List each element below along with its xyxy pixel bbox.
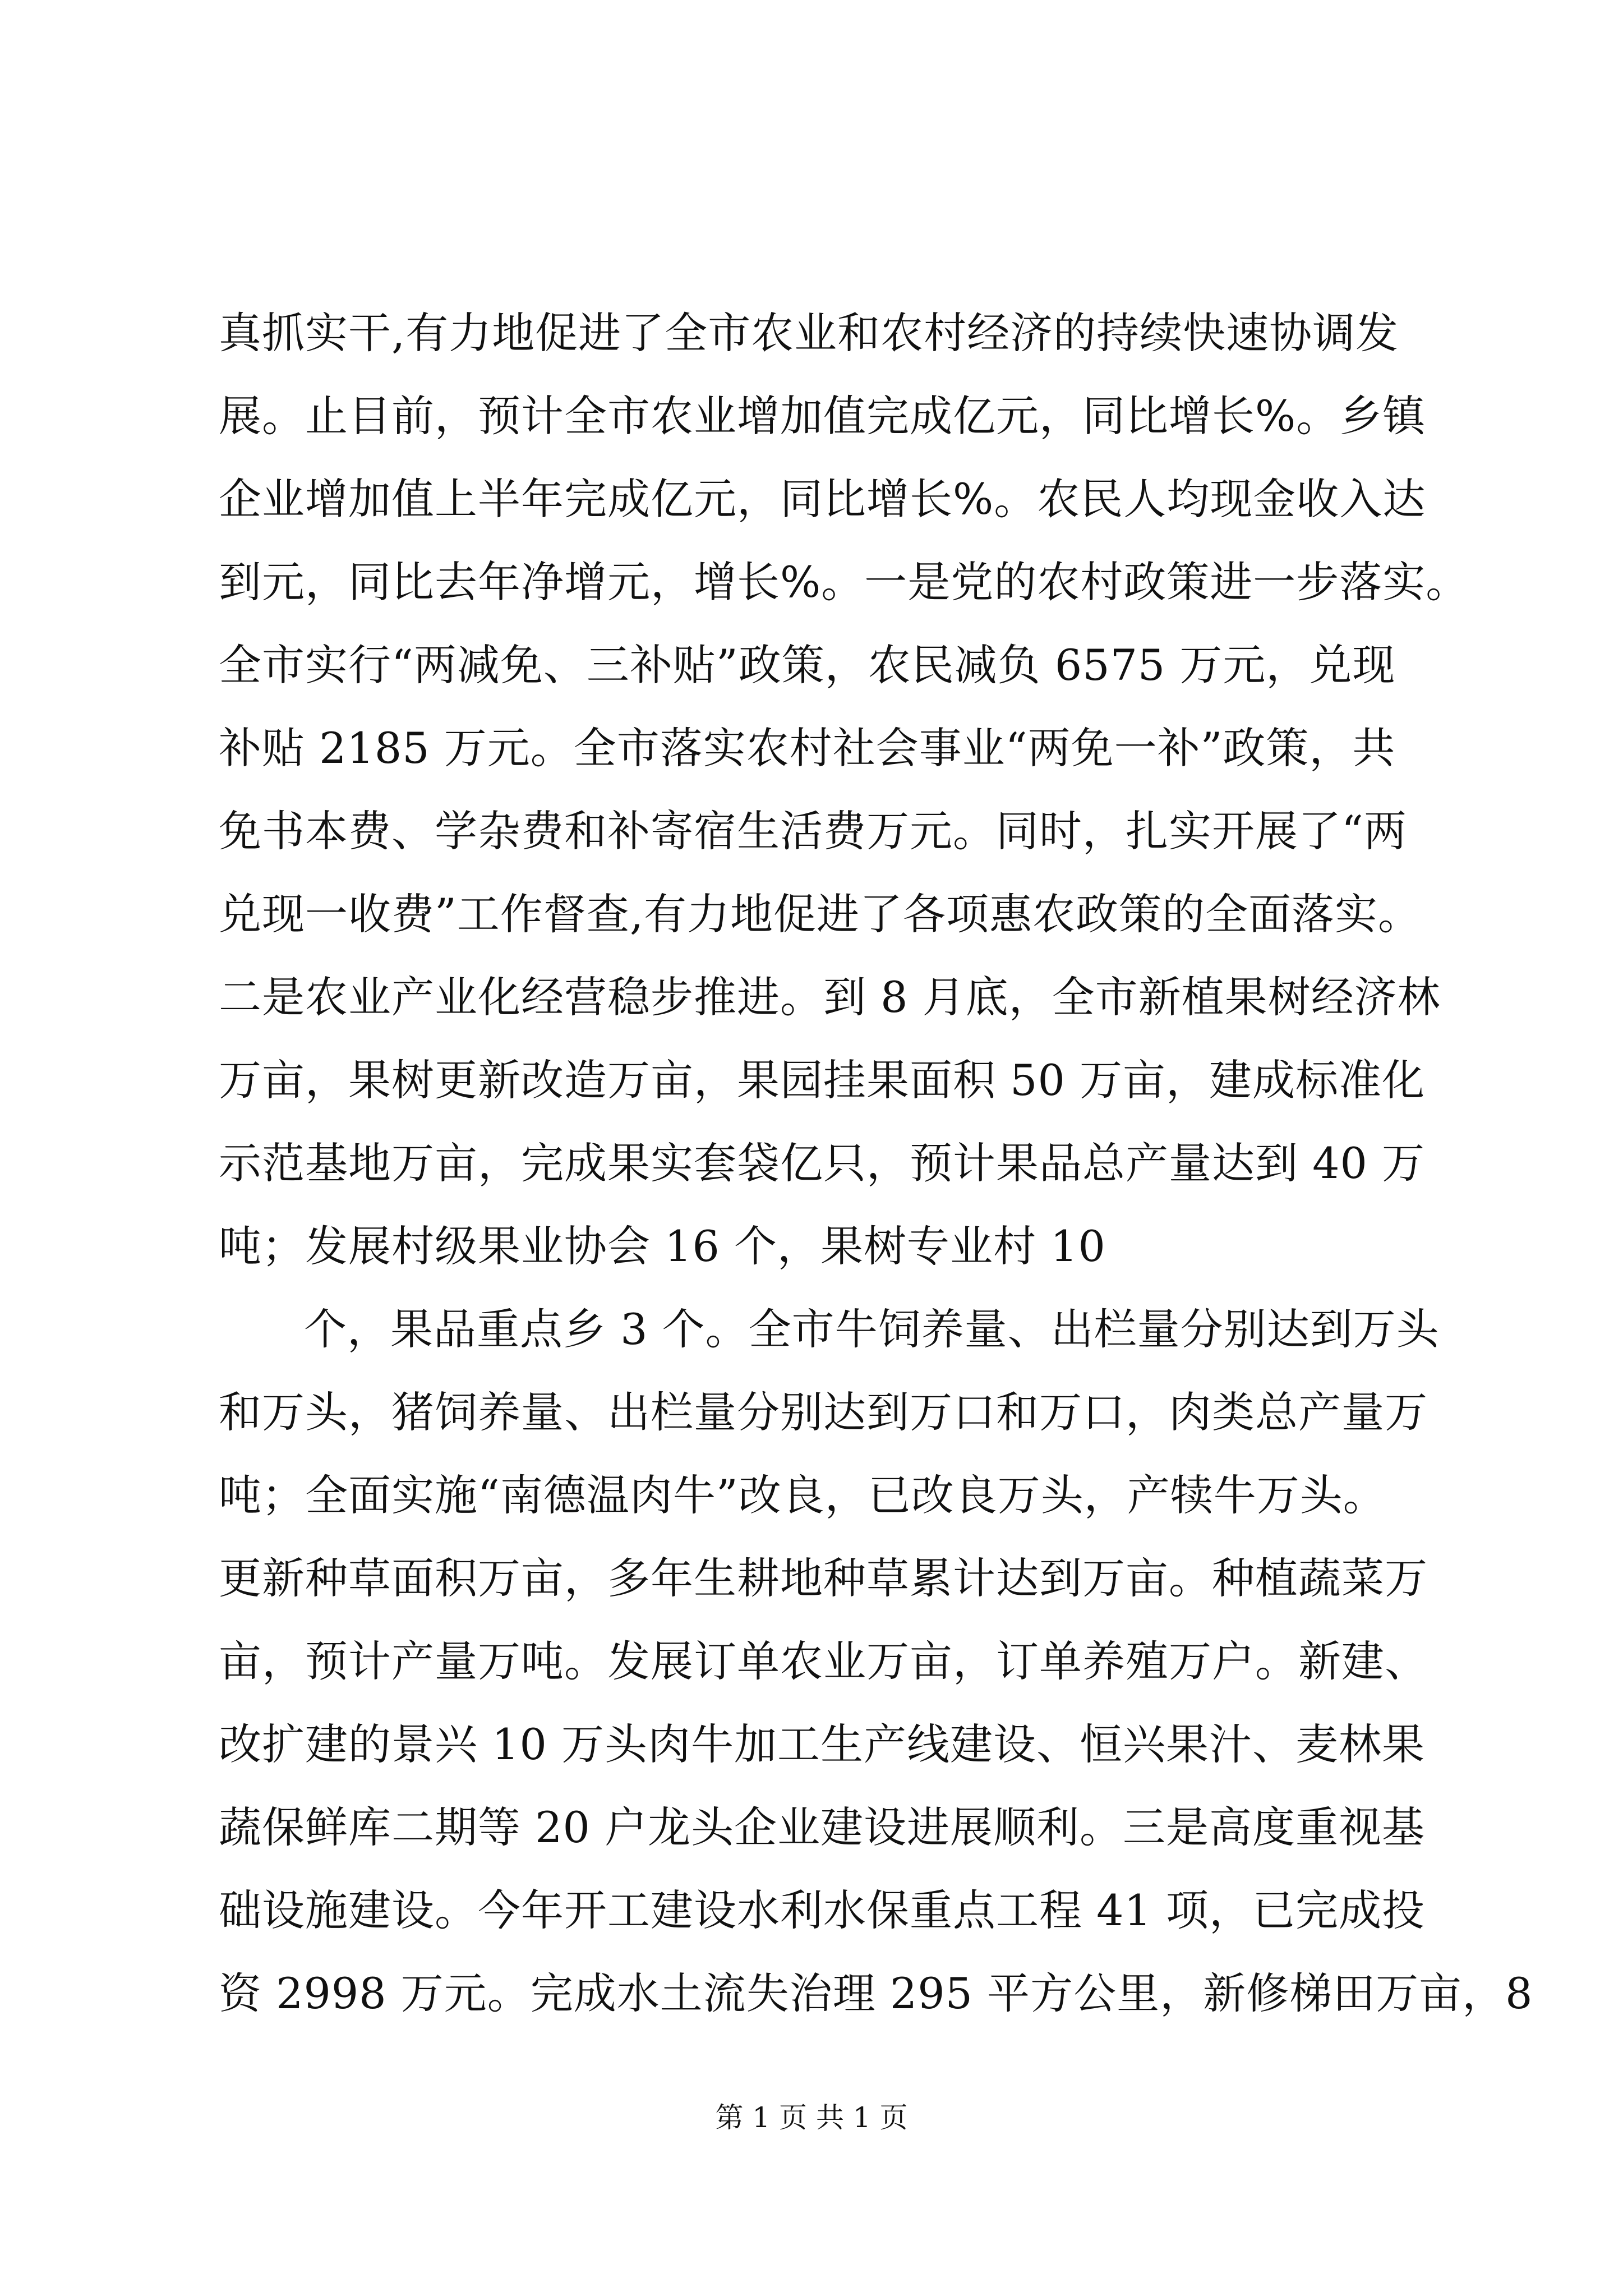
text-line: 企业增加值上半年完成亿元，同比增长%。农民人均现金收入达 <box>219 474 1426 524</box>
text-line: 示范基地万亩，完成果实套袋亿只，预计果品总产量达到 40 万 <box>219 1138 1426 1188</box>
document-body <box>219 292 1533 2035</box>
text-line: 补贴 2185 万元。全市落实农村社会事业“两免一补”政策，共 <box>219 723 1396 773</box>
text-line: 蔬保鲜库二期等 20 户龙头企业建设进展顺利。三是高度重视基 <box>219 1802 1426 1852</box>
text-line: 真抓实干,有力地促进了全市农业和农村经济的持续快速协调发 <box>219 308 1399 358</box>
text-line: 更新种草面积万亩，多年生耕地种草累计达到万亩。种植蔬菜万 <box>219 1553 1428 1603</box>
text-line: 兑现一收费”工作督查,有力地促进了各项惠农政策的全面落实。 <box>219 889 1422 939</box>
text-line: 和万头，猪饲养量、出栏量分别达到万口和万口，肉类总产量万 <box>219 1387 1428 1437</box>
text-line: 亩，预计产量万吨。发展订单农业万亩，订单养殖万户。新建、 <box>219 1636 1428 1686</box>
text-line: 吨；全面实施“南德温肉牛”改良，已改良万头，产犊牛万头。 <box>219 1470 1386 1520</box>
text-line: 资 2998 万元。完成水土流失治理 295 平方公里，新修梯田万亩，8 <box>219 1968 1533 2018</box>
text-line: 吨；发展村级果业协会 16 个，果树专业村 10 <box>219 1221 1106 1271</box>
page-number-footer: 第 1 页 共 1 页 <box>715 2101 908 2134</box>
text-line: 万亩，果树更新改造万亩，果园挂果面积 50 万亩，建成标准化 <box>219 1055 1426 1105</box>
text-line: 个，果品重点乡 3 个。全市牛饲养量、出栏量分别达到万头 <box>304 1304 1440 1354</box>
text-line: 展。止目前，预计全市农业增加值完成亿元，同比增长%。乡镇 <box>219 391 1426 441</box>
text-line: 免书本费、学杂费和补寄宿生活费万元。同时，扎实开展了“两 <box>219 806 1407 856</box>
text-line: 础设施建设。今年开工建设水利水保重点工程 41 项，已完成投 <box>219 1885 1426 1935</box>
text-line: 到元，同比去年净增元，增长%。一是党的农村政策进一步落实。 <box>219 557 1469 607</box>
text-line: 改扩建的景兴 10 万头肉牛加工生产线建设、恒兴果汁、麦林果 <box>219 1719 1426 1769</box>
text-line: 二是农业产业化经营稳步推进。到 8 月底，全市新植果树经济林 <box>219 972 1441 1022</box>
text-line: 全市实行“两减免、三补贴”政策，农民减负 6575 万元，兑现 <box>219 640 1396 690</box>
